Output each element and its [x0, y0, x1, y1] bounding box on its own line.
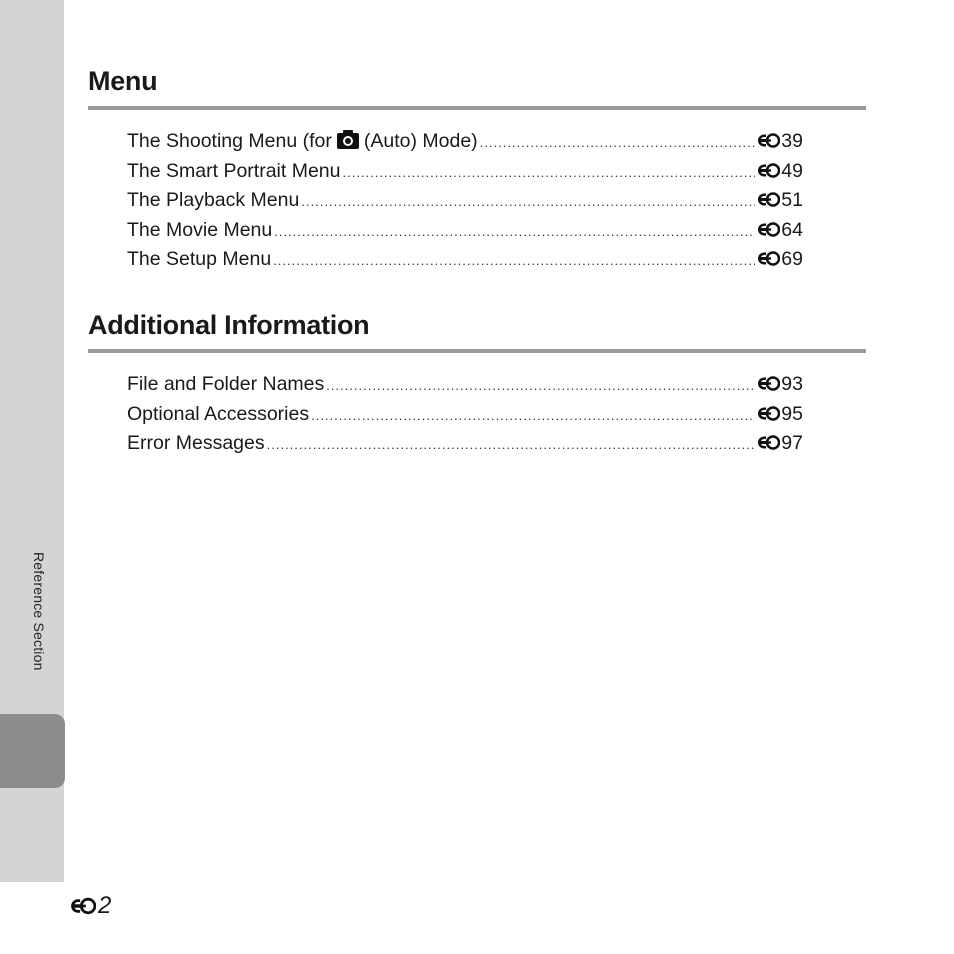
- camera-icon: [337, 130, 359, 149]
- toc-page: 69: [757, 245, 803, 275]
- reference-section-icon: [757, 435, 780, 450]
- toc-leader: [480, 128, 756, 158]
- toc-entry[interactable]: [127, 157, 803, 187]
- reference-section-icon: [757, 376, 780, 391]
- reference-section-icon: [757, 406, 780, 421]
- toc-entry[interactable]: [127, 400, 803, 430]
- page-number: 2: [98, 892, 112, 919]
- toc-entry[interactable]: [127, 186, 803, 216]
- toc-leader: [343, 158, 756, 188]
- section-title-additional-information: Additional Information: [88, 310, 370, 340]
- toc-leader: [267, 430, 756, 460]
- toc-entry-label: Error Messages: [127, 432, 265, 454]
- toc-page: 95: [757, 400, 803, 430]
- section-rule: [88, 106, 866, 110]
- toc-page: 49: [757, 157, 803, 187]
- toc-leader: [273, 246, 755, 276]
- reference-section-icon: [757, 163, 780, 178]
- toc-leader: [311, 401, 755, 431]
- reference-section-icon: [757, 222, 780, 237]
- toc-entry[interactable]: [127, 370, 803, 400]
- toc-entry[interactable]: [127, 245, 803, 275]
- sidebar-section-tab[interactable]: [0, 714, 65, 788]
- toc-entry-label: The Smart Portrait Menu: [127, 159, 341, 182]
- toc-page: 51: [757, 186, 803, 216]
- toc-entry-label: The Setup Menu: [127, 248, 272, 270]
- toc-entry-label: File and Folder Names: [127, 373, 325, 395]
- toc-entry-label: The Shooting Menu (for (Auto) Mode): [127, 130, 478, 152]
- toc-page: 64: [757, 216, 803, 246]
- toc-entry-label: Optional Accessories: [127, 402, 310, 425]
- toc-leader: [326, 371, 755, 401]
- toc-list-additional-information: [127, 370, 803, 459]
- toc-page: 93: [757, 370, 803, 400]
- section-title-menu: Menu: [88, 66, 158, 96]
- toc-entry[interactable]: [127, 429, 803, 459]
- toc-entry-label: The Playback Menu: [127, 189, 300, 211]
- reference-section-icon: [70, 897, 96, 915]
- toc-entry[interactable]: [127, 127, 803, 157]
- toc-leader: [274, 217, 755, 247]
- toc-entry-label: The Movie Menu: [127, 218, 273, 241]
- toc-leader: [301, 187, 755, 217]
- sidebar-label: Reference Section: [31, 552, 47, 671]
- page-footer: [70, 892, 111, 920]
- toc-page: 39: [757, 127, 803, 157]
- toc-list-menu: [127, 127, 803, 275]
- section-rule: [88, 349, 866, 353]
- reference-section-icon: [757, 133, 780, 148]
- toc-page: 97: [757, 429, 803, 459]
- toc-entry[interactable]: [127, 216, 803, 246]
- reference-section-icon: [757, 192, 780, 207]
- reference-section-icon: [757, 251, 780, 266]
